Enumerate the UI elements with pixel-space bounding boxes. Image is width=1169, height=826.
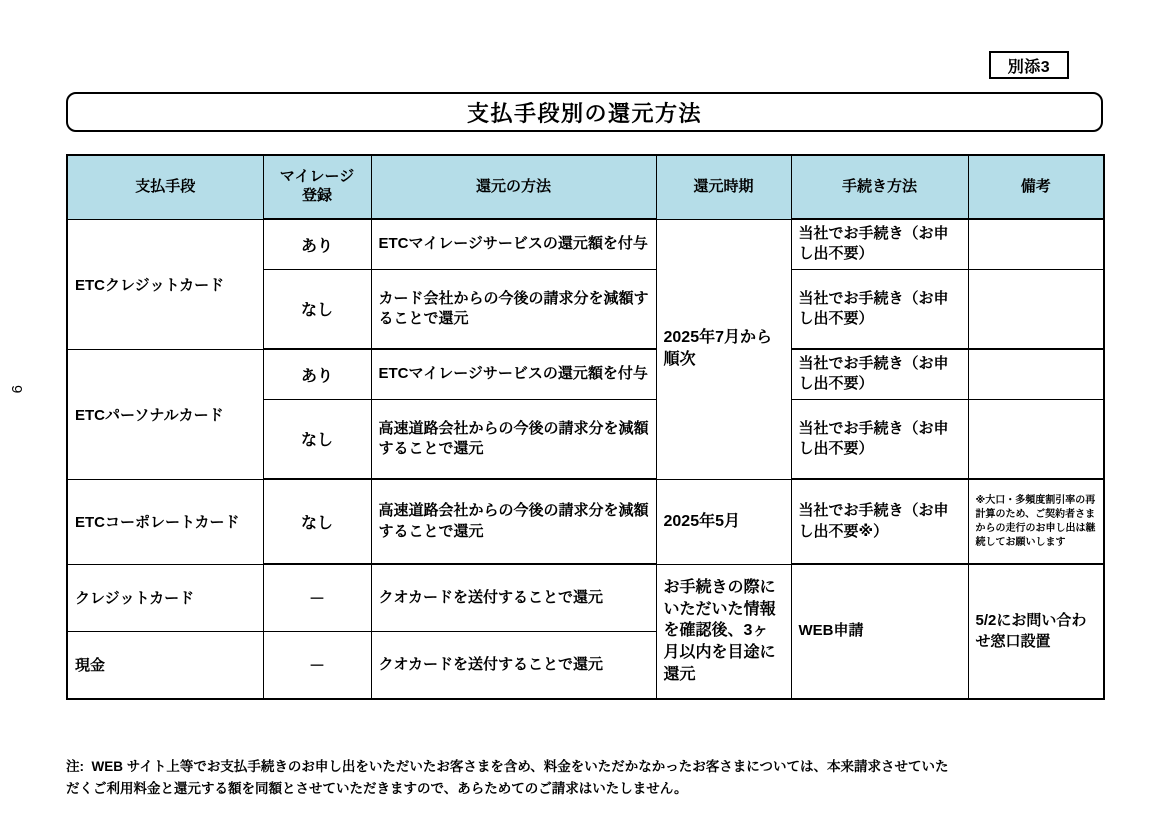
note-value [968, 349, 1104, 399]
footnote-text-line2: だくご利用料金と還元する額を同額とさせていただきますので、あらためてのご請求はいたしません。 [66, 781, 688, 797]
procedure-value: 当社でお手続き（お申し出不要） [791, 269, 968, 349]
procedure-value: 当社でお手続き（お申し出不要） [791, 399, 968, 479]
page-number: 6 [9, 385, 26, 394]
mileage-registration-value: なし [263, 479, 371, 564]
mileage-registration-value: － [263, 631, 371, 699]
payment-method-etc-personal: ETCパーソナルカード [67, 349, 263, 479]
reward-timing-quo-card: お手続きの際にいただいた情報を確認後、3ヶ月以内を目途に還元 [656, 564, 791, 699]
column-header-note: 備考 [968, 155, 1104, 219]
reward-method-value: 高速道路会社からの今後の請求分を減額することで還元 [371, 479, 656, 564]
note-contact-window: 5/2にお問い合わせ窓口設置 [968, 564, 1104, 699]
reward-method-value: 高速道路会社からの今後の請求分を減額することで還元 [371, 399, 656, 479]
payment-method-etc-credit: ETCクレジットカード [67, 219, 263, 349]
note-value-corporate: ※大口・多頻度割引率の再計算のため、ご契約者さまからの走行のお申し出は継続してお願いします [968, 479, 1104, 564]
table-row [67, 219, 1104, 269]
reward-timing-corporate: 2025年5月 [656, 479, 791, 564]
note-value [968, 219, 1104, 269]
reward-method-value: ETCマイレージサービスの還元額を付与 [371, 349, 656, 399]
payment-method-cash: 現金 [67, 631, 263, 699]
page-title-band [66, 92, 1103, 132]
table-row [67, 349, 1104, 399]
footnote-text-line1: WEB サイト上等でお支払手続きのお申し出をいただいたお客さまを含め、料金をいただかなかったお客さまについては、本来請求させていた [91, 759, 949, 774]
note-value [968, 269, 1104, 349]
note-value [968, 399, 1104, 479]
reward-timing-etc-cards: 2025年7月から順次 [656, 219, 791, 479]
table-header-row [67, 155, 1104, 219]
attachment-badge: 別添3 [989, 51, 1069, 79]
column-header-mileage-line2: 登録 [301, 187, 332, 204]
reward-method-value: カード会社からの今後の請求分を減額することで還元 [371, 269, 656, 349]
column-header-mileage-line1: マイレージ [279, 168, 355, 186]
footnote-label: 注: [66, 759, 84, 774]
column-header-mileage-registration [263, 155, 371, 219]
table-row [67, 479, 1104, 564]
mileage-registration-value: なし [263, 269, 371, 349]
reward-method-value: クオカードを送付することで還元 [371, 631, 656, 699]
mileage-registration-value: なし [263, 399, 371, 479]
procedure-value: 当社でお手続き（お申し出不要） [791, 219, 968, 269]
column-header-reward-timing: 還元時期 [656, 155, 791, 219]
column-header-procedure: 手続き方法 [791, 155, 968, 219]
payment-method-credit-card: クレジットカード [67, 564, 263, 631]
footnote-line-1 [66, 756, 1116, 778]
column-header-reward-method: 還元の方法 [371, 155, 656, 219]
reward-method-value: クオカードを送付することで還元 [371, 564, 656, 631]
mileage-registration-value: － [263, 564, 371, 631]
procedure-value: 当社でお手続き（お申し出不要） [791, 349, 968, 399]
reward-method-table [66, 154, 1105, 700]
footnote [66, 756, 1116, 801]
procedure-web-application: WEB申請 [791, 564, 968, 699]
mileage-registration-value: あり [263, 219, 371, 269]
table-row [67, 564, 1104, 631]
column-header-payment-method: 支払手段 [67, 155, 263, 219]
payment-method-etc-corporate: ETCコーポレートカード [67, 479, 263, 564]
mileage-registration-value: あり [263, 349, 371, 399]
reward-method-value: ETCマイレージサービスの還元額を付与 [371, 219, 656, 269]
page-title: 支払手段別の還元方法 [466, 100, 702, 126]
procedure-value: 当社でお手続き（お申し出不要※） [791, 479, 968, 564]
